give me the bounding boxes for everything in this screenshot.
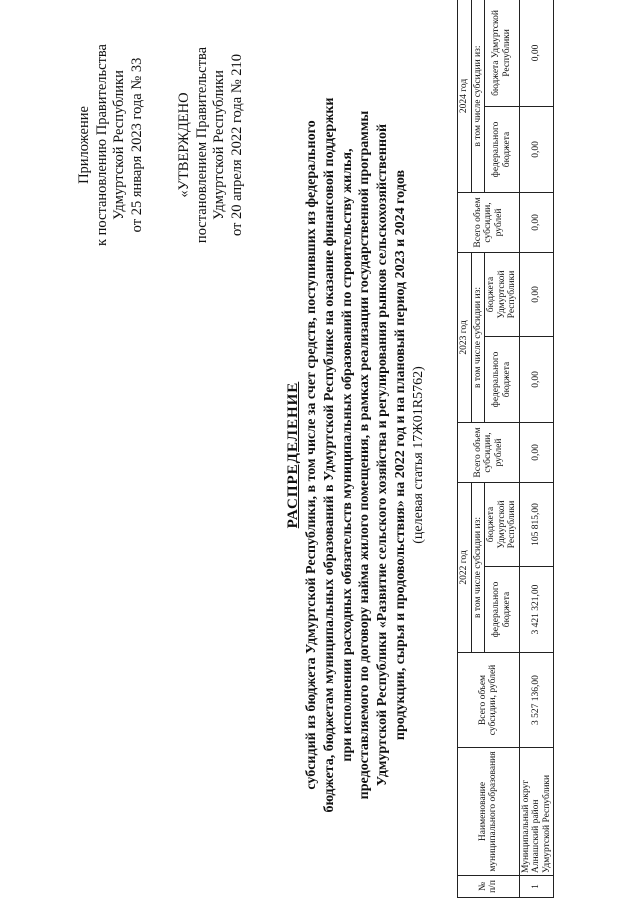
- header-republic-2024: бюджета Удмуртской Республики: [485, 0, 520, 106]
- header-name: Наименование муниципального образования: [458, 748, 520, 876]
- appendix-block: [76, 25, 146, 265]
- header-total-2022: Всего объем субсидии, рублей: [458, 653, 520, 748]
- approved-line: «УТВЕРЖДЕНО: [176, 92, 192, 198]
- subtitle-line: субсидий из бюджета Удмуртской Республики, в том числе за счет средств, поступивших из федерального: [304, 120, 319, 790]
- cell-municipality: Муниципальный округ Алнашский район Удмуртской Республики: [519, 748, 554, 876]
- cell-republic-2024: 0,00: [519, 0, 554, 106]
- header-republic-2023: бюджета Удмуртской Республики: [485, 252, 520, 336]
- cell-federal-2023: 0,00: [519, 336, 554, 422]
- appendix-line: от 25 января 2023 года № 33: [128, 57, 145, 233]
- cell-republic-2022: 105 815,00: [519, 482, 554, 566]
- subtitle-line: продукции, сырья и продовольствия» на 2022 год и на плановый период 2023 и 2024 годов: [392, 169, 408, 741]
- document-title: РАСПРЕДЕЛЕНИЕ: [285, 381, 301, 529]
- cell-republic-2023: 0,00: [519, 252, 554, 336]
- header-federal-2022: федерального бюджета: [485, 567, 520, 653]
- subtitle-line: предоставляемого по договору найма жилого помещения, в рамках реализации государственной программы: [357, 110, 373, 800]
- approved-line: от 20 апреля 2022 года № 210: [228, 53, 245, 237]
- header-federal-2023: федерального бюджета: [485, 336, 520, 422]
- appendix-line: к постановлению Правительства: [93, 44, 110, 246]
- subtitle-line: Удмуртской Республики «Развитие сельского хозяйства и регулирования рынков сельскохозяйственной: [375, 123, 391, 787]
- table-header-row: [458, 0, 472, 898]
- cell-num: 1: [519, 876, 554, 898]
- subsidy-table: [457, 0, 554, 898]
- document-heading: [284, 65, 428, 845]
- appendix-line: Приложение: [76, 106, 92, 184]
- header-federal-2024: федерального бюджета: [485, 106, 520, 192]
- header-year-2024: 2024 год: [458, 0, 472, 192]
- cell-total-2022: 3 527 136,00: [519, 653, 554, 748]
- subtitle-line: при исполнении расходных обязательств муниципальных образований по строительству жилья,: [339, 148, 355, 762]
- header-in-that-2023: в том числе субсидии из:: [471, 252, 485, 422]
- header-total-2023: Всего объем субсидии, рублей: [458, 422, 520, 482]
- header-year-2022: 2022 год: [458, 482, 472, 652]
- subsidy-table-container: [457, 10, 554, 898]
- header-republic-2022: бюджета Удмуртской Республики: [485, 482, 520, 566]
- subtitle-line: бюджета, бюджетам муниципальных образований в Удмуртской Республике на оказание финансовой поддержки: [321, 97, 337, 813]
- table-row: [519, 0, 554, 898]
- target-article: (целевая статья 17Ж01R5762): [410, 366, 426, 544]
- appendix-line: Удмуртской Республики: [111, 70, 127, 220]
- document-subtitle: [303, 65, 410, 845]
- cell-total-2023: 0,00: [519, 422, 554, 482]
- cell-federal-2024: 0,00: [519, 106, 554, 192]
- header-total-2024: Всего объем субсидии, рублей: [458, 192, 520, 252]
- cell-federal-2022: 3 421 321,00: [519, 567, 554, 653]
- header-num: № п/п: [458, 876, 520, 898]
- approved-line: Удмуртской Республики: [211, 70, 227, 220]
- header-in-that-2024: в том числе субсидии из:: [471, 0, 485, 192]
- approved-line: постановлением Правительства: [193, 46, 210, 244]
- header-in-that-2022: в том числе субсидии из:: [471, 482, 485, 652]
- cell-total-2024: 0,00: [519, 192, 554, 252]
- header-year-2023: 2023 год: [458, 252, 472, 422]
- approved-block: [176, 25, 246, 265]
